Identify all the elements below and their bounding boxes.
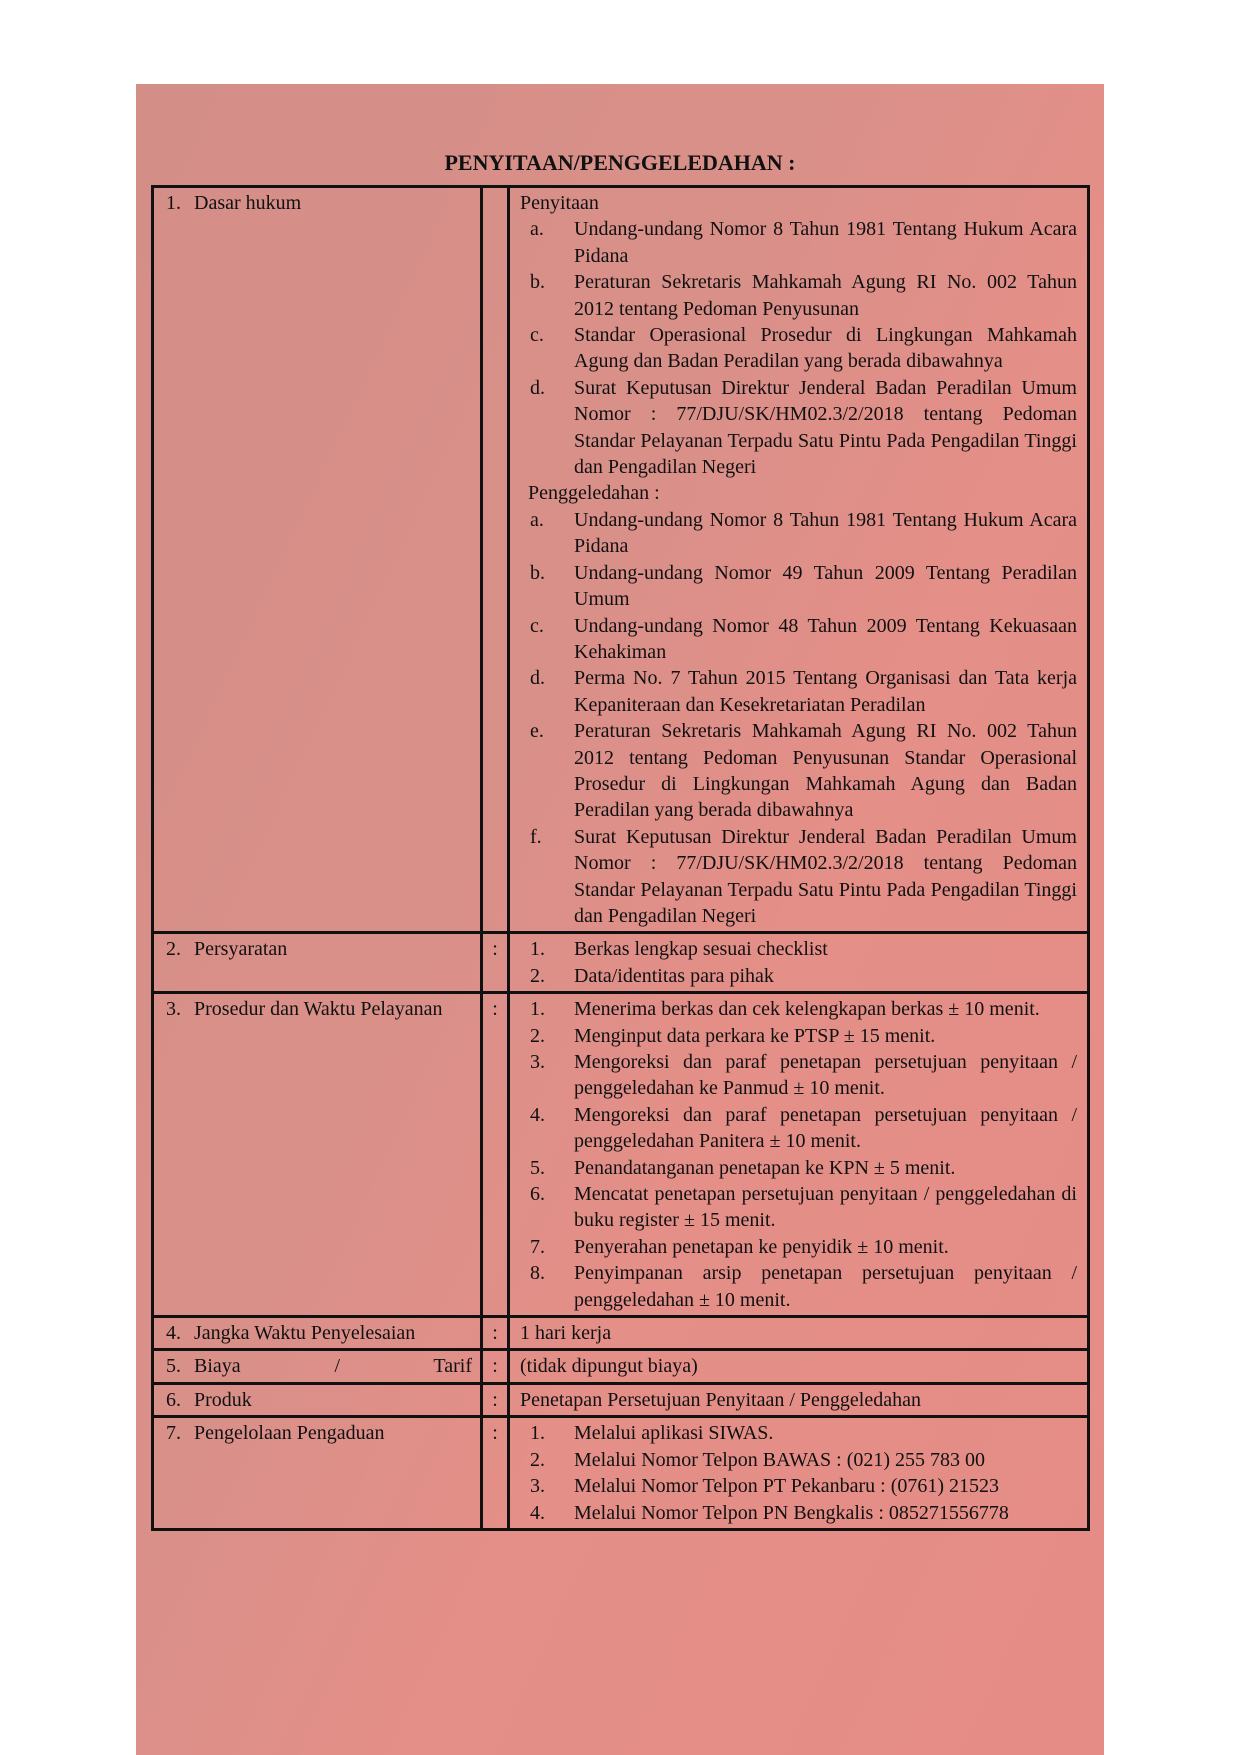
list-item [520, 560, 1077, 613]
list-text: Melalui Nomor Telpon BAWAS : (021) 255 783 00 [574, 1448, 986, 1471]
list-item [520, 1181, 1077, 1234]
list-item [520, 216, 1077, 269]
list-marker: 1. [530, 998, 545, 1021]
row-label [166, 936, 472, 962]
list-marker: 1. [530, 1422, 545, 1445]
row-label-text: Dasar hukum [194, 192, 302, 214]
row-label-cell [153, 933, 482, 993]
colon-cell: : [482, 933, 509, 993]
row-label-text: Persyaratan [194, 938, 288, 961]
row-label-cell [153, 1383, 482, 1416]
service-table [151, 185, 1090, 1531]
list-text: Undang-undang Nomor 8 Tahun 1981 Tentang Hukum Acara Pidana [574, 508, 1077, 558]
table-row [153, 933, 1089, 993]
list-text: Peraturan Sekretaris Mahkamah Agung RI No. 002 Tahun 2012 tentang Pedoman Penyusunan Standar Operasional Prosedur di Lingkungan Mahkamah Agung dan Badan Peradilan yang berada dibawahnya [574, 720, 1077, 822]
colon-cell: : [482, 1383, 509, 1416]
row-label-cell [153, 1317, 482, 1350]
list-item [520, 322, 1077, 375]
row-value-cell [509, 933, 1089, 993]
row-value-cell [509, 1383, 1089, 1416]
row-number: 5. [166, 1355, 181, 1378]
row-value: (tidak dipungut biaya) [520, 1355, 698, 1378]
list-marker: f. [530, 825, 542, 848]
table-row [153, 993, 1089, 1317]
list-item [520, 1102, 1077, 1155]
list-text: Penyerahan penetapan ke penyidik ± 10 menit. [574, 1235, 949, 1258]
colon-cell: : [482, 1317, 509, 1350]
row-number: 2. [166, 938, 181, 961]
list-text: Perma No. 7 Tahun 2015 Tentang Organisasi dan Tata kerja Kepaniteraan dan Kesekretariatan Peradilan [574, 667, 1077, 716]
list-text: Surat Keputusan Direktur Jenderal Badan Peradilan Umum Nomor : 77/DJU/SK/HM02.3/2/2018 tentang Pedoman Standar Pelayanan Terpadu Satu Pintu Pada Pengadilan Tinggi dan Pengadilan Negeri [574, 825, 1077, 927]
row-label [166, 1420, 472, 1446]
list-item [520, 1155, 1077, 1181]
row-number: 1. [166, 192, 181, 214]
colon-cell: : [482, 1417, 509, 1530]
list-marker: 1. [530, 938, 545, 961]
list-item [520, 665, 1077, 718]
list-marker: 6. [530, 1183, 545, 1206]
list-marker: e. [530, 720, 544, 743]
row-label [166, 190, 472, 216]
row-number: 7. [166, 1422, 181, 1445]
list-text: Mengoreksi dan paraf penetapan persetujuan penyitaan / penggeledahan ke Panmud ± 10 menit. [574, 1051, 1077, 1100]
list-marker: d. [530, 376, 545, 399]
row-label [166, 996, 472, 1022]
list-text: Menginput data perkara ke PTSP ± 15 menit. [574, 1024, 936, 1047]
list-item [520, 824, 1077, 930]
list-text: Standar Operasional Prosedur di Lingkungan Mahkamah Agung dan Badan Peradilan yang berada dibawahnya [574, 324, 1077, 373]
list-text: Mengoreksi dan paraf penetapan persetujuan penyitaan / penggeledahan Panitera ± 10 menit. [574, 1103, 1077, 1153]
list-item [520, 1234, 1077, 1260]
list-item [520, 1447, 1077, 1473]
list-marker: 3. [530, 1051, 545, 1073]
row-label-cell [153, 993, 482, 1317]
list-marker: a. [530, 218, 544, 241]
row-label-cell [153, 1350, 482, 1383]
list-marker: a. [530, 508, 544, 531]
row-value-cell [509, 1350, 1089, 1383]
list-text: Melalui aplikasi SIWAS. [574, 1422, 774, 1445]
row-label-text: Produk [194, 1388, 252, 1411]
row-value-cell [509, 993, 1089, 1317]
list-item [520, 936, 1077, 962]
list-text: Penandatanganan penetapan ke KPN ± 5 menit. [574, 1156, 956, 1179]
row-number: 6. [166, 1388, 181, 1411]
row-number: 3. [166, 998, 181, 1021]
list-text: Berkas lengkap sesuai checklist [574, 938, 828, 961]
row-label-text: Pengelolaan Pengaduan [194, 1422, 385, 1445]
table-row [153, 1417, 1089, 1530]
list-item [520, 1260, 1077, 1313]
row-value-cell [509, 1317, 1089, 1350]
row-label-text: Prosedur dan Waktu Pelayanan [194, 998, 443, 1021]
list-marker: b. [530, 561, 545, 584]
list-item [520, 1473, 1077, 1499]
row-label-cell [153, 1417, 482, 1530]
list-text: Undang-undang Nomor 48 Tahun 2009 Tentang Kekuasaan Kehakiman [574, 614, 1077, 663]
row-number: 4. [166, 1322, 181, 1345]
list-marker: 8. [530, 1262, 545, 1285]
list-text: Menerima berkas dan cek kelengkapan berkas ± 10 menit. [574, 998, 1040, 1021]
table-row [153, 187, 1089, 933]
section-heading: Penyitaan [520, 192, 599, 214]
list-marker: 3. [530, 1475, 545, 1498]
list-marker: 5. [530, 1156, 545, 1179]
row-label-text: Biaya / Tarif [194, 1355, 472, 1378]
list-text: Melalui Nomor Telpon PT Pekanbaru : (0761) 21523 [574, 1475, 1000, 1498]
list-text: Data/identitas para pihak [574, 964, 774, 987]
section-heading: Penggeledahan : [528, 482, 660, 505]
row-value: Penetapan Persetujuan Penyitaan / Penggeledahan [520, 1388, 921, 1411]
list-item [520, 1420, 1077, 1446]
row-label [166, 1320, 472, 1346]
colon-cell [482, 187, 509, 933]
row-label-text: Jangka Waktu Penyelesaian [194, 1322, 416, 1345]
list-marker: 7. [530, 1235, 545, 1258]
list-text: Mencatat penetapan persetujuan penyitaan / penggeledahan di buku register ± 15 menit. [574, 1183, 1077, 1232]
list-item [520, 269, 1077, 322]
table-row [153, 1383, 1089, 1416]
list-marker: d. [530, 667, 545, 690]
list-marker: 2. [530, 964, 545, 987]
list-item [520, 1049, 1077, 1102]
list-text: Surat Keputusan Direktur Jenderal Badan Peradilan Umum Nomor : 77/DJU/SK/HM02.3/2/2018 tentang Pedoman Standar Pelayanan Terpadu Satu Pintu Pada Pengadilan Tinggi dan Pengadilan Negeri [574, 376, 1077, 479]
row-label [166, 1353, 472, 1379]
list-item [520, 613, 1077, 666]
list-item [520, 1500, 1077, 1526]
list-item [520, 718, 1077, 824]
row-label [166, 1387, 472, 1413]
row-label-cell [153, 187, 482, 933]
list-text: Melalui Nomor Telpon PN Bengkalis : 085271556778 [574, 1501, 1009, 1524]
document-title: PENYITAAN/PENGGELEDAHAN : [444, 150, 796, 175]
row-value-cell [509, 1417, 1089, 1530]
list-item [520, 996, 1077, 1022]
list-item [520, 375, 1077, 481]
list-text: Penyimpanan arsip penetapan persetujuan penyitaan / penggeledahan ± 10 menit. [574, 1262, 1077, 1311]
colon-cell: : [482, 1350, 509, 1383]
list-marker: 2. [530, 1024, 545, 1047]
row-value-cell [509, 187, 1089, 933]
list-text: Undang-undang Nomor 8 Tahun 1981 Tentang Hukum Acara Pidana [574, 218, 1077, 267]
list-marker: 4. [530, 1103, 545, 1126]
list-text: Peraturan Sekretaris Mahkamah Agung RI No. 002 Tahun 2012 tentang Pedoman Penyusunan [574, 271, 1077, 320]
list-item [520, 1023, 1077, 1049]
list-marker: b. [530, 271, 545, 294]
list-marker: c. [530, 324, 544, 347]
list-marker: c. [530, 614, 544, 637]
list-marker: 4. [530, 1501, 545, 1524]
list-item [520, 963, 1077, 989]
colon-cell: : [482, 993, 509, 1317]
table-row [153, 1350, 1089, 1383]
row-value: 1 hari kerja [520, 1322, 612, 1345]
table-row [153, 1317, 1089, 1350]
list-item [520, 507, 1077, 560]
list-marker: 2. [530, 1448, 545, 1471]
list-text: Undang-undang Nomor 49 Tahun 2009 Tentang Peradilan Umum [574, 561, 1077, 611]
